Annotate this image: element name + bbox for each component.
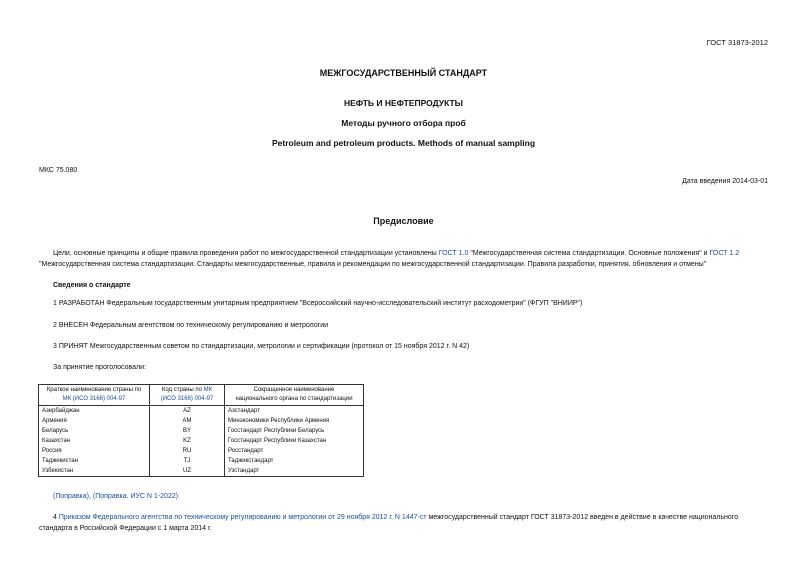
cell-body: Минэкономики Республики Армения — [225, 416, 364, 426]
amendment-link-1[interactable]: (Поправка) — [53, 493, 89, 500]
cell-country: Казахстан — [39, 436, 150, 446]
cell-body: Росстандарт — [225, 446, 364, 456]
item-4-text: межгосударственный стандарт ГОСТ 31873-2012 введен в действие в качестве национального стандарта в Российской Федерации с 1 марта 2014 г. — [39, 514, 739, 532]
table-row — [39, 426, 364, 436]
voting-countries-table — [38, 384, 364, 477]
introduction-date: Дата введения 2014-03-01 — [682, 178, 768, 185]
amendment-note — [53, 491, 178, 502]
table-row — [39, 406, 364, 417]
cell-code: AM — [150, 416, 225, 426]
cell-code: BY — [150, 426, 225, 436]
header-country-text: Краткое наименование страны по — [46, 387, 142, 393]
mk-link[interactable]: МК — [203, 387, 213, 393]
intro-text-2: "Межгосударственная система стандартизации. Основные положения" и — [468, 250, 710, 257]
table-row — [39, 436, 364, 446]
cell-code: AZ — [150, 406, 225, 417]
table-row — [39, 416, 364, 426]
cell-country: Армения — [39, 416, 150, 426]
english-title: Petroleum and petroleum products. Methods of manual sampling — [271, 138, 536, 148]
cell-code: UZ — [150, 466, 225, 477]
table-header-row — [39, 385, 364, 406]
gost-1-2-link[interactable]: ГОСТ 1.2 — [709, 250, 740, 257]
item-submitted: 2 ВНЕСЕН Федеральным агентством по техническому регулированию и метрологии — [53, 322, 329, 329]
standard-type-title: МЕЖГОСУДАРСТВЕННЫЙ СТАНДАРТ — [319, 68, 488, 78]
table-row — [39, 446, 364, 456]
mk-iso-link[interactable]: МК (ИСО 3166) 004-97 — [62, 396, 126, 402]
cell-country: Азербайджан — [39, 406, 150, 417]
cell-country: Россия — [39, 446, 150, 456]
cell-body: Азстандарт — [225, 406, 364, 417]
cell-country: Беларусь — [39, 426, 150, 436]
gost-1-0-link[interactable]: ГОСТ 1.0 — [438, 250, 469, 257]
preface-heading: Предисловие — [373, 216, 434, 226]
cell-body: Госстандарт Республики Казахстан — [225, 436, 364, 446]
mks-code: МКС 75.080 — [39, 167, 78, 174]
amendment-separator: , — [89, 493, 93, 500]
item-adopted: 3 ПРИНЯТ Межгосударственным советом по стандартизации, метрологии и сертификации (протокол от 15 ноября 2012 г. N 42) — [53, 343, 470, 350]
cell-country: Узбекистан — [39, 466, 150, 477]
method-title: Методы ручного отбора проб — [341, 118, 466, 128]
document-number: ГОСТ 31873-2012 — [706, 38, 768, 47]
intro-text-3: "Межгосударственная система стандартизации. Стандарты межгосударственные, правила и рекомендации по межгосударственной стандартизации. Правила разработки, принятия, обновления и отмены" — [39, 261, 707, 268]
table-row — [39, 456, 364, 466]
standard-info-heading: Сведения о стандарте — [53, 282, 131, 289]
cell-code: TJ — [150, 456, 225, 466]
preface-intro — [39, 248, 771, 270]
voted-for-label: За принятие проголосовали: — [53, 364, 146, 371]
amendment-ius: . ИУС N 1-2022) — [126, 493, 179, 500]
cell-country: Таджикистан — [39, 456, 150, 466]
header-country — [39, 385, 150, 406]
cell-body: Таджикстандарт — [225, 456, 364, 466]
header-body-line-1: Сокращенное наименование — [253, 387, 335, 393]
cell-code: KZ — [150, 436, 225, 446]
header-body — [225, 385, 364, 406]
iso-3166-link[interactable]: (ИСО 3166) 004-97 — [160, 396, 214, 402]
item-developed: 1 РАЗРАБОТАН Федеральным государственным унитарным предприятием "Всероссийский научно-исследовательский институт расходометрии" (ФГУП "ВНИИР") — [53, 300, 583, 307]
intro-text-1: Цели, основные принципы и общие правила проведения работ по межгосударственной стандартизации установлены — [53, 250, 439, 257]
order-link[interactable]: Приказом Федерального агентства по техническому регулированию и метрологии от 29 ноября 2012 г. N 1447-ст — [58, 514, 427, 521]
item-4-number: 4 — [53, 514, 59, 521]
header-body-line-2: национального органа по стандартизации — [235, 396, 353, 402]
cell-body: Госстандарт Республики Беларусь — [225, 426, 364, 436]
cell-body: Узстандарт — [225, 466, 364, 477]
subject-title: НЕФТЬ И НЕФТЕПРОДУКТЫ — [344, 98, 463, 108]
header-code — [150, 385, 225, 406]
header-code-text: Код страны по — [161, 387, 204, 393]
cell-code: RU — [150, 446, 225, 456]
table-row — [39, 466, 364, 477]
amendment-link-2[interactable]: (Поправка — [92, 493, 127, 500]
item-enacted — [39, 512, 771, 534]
